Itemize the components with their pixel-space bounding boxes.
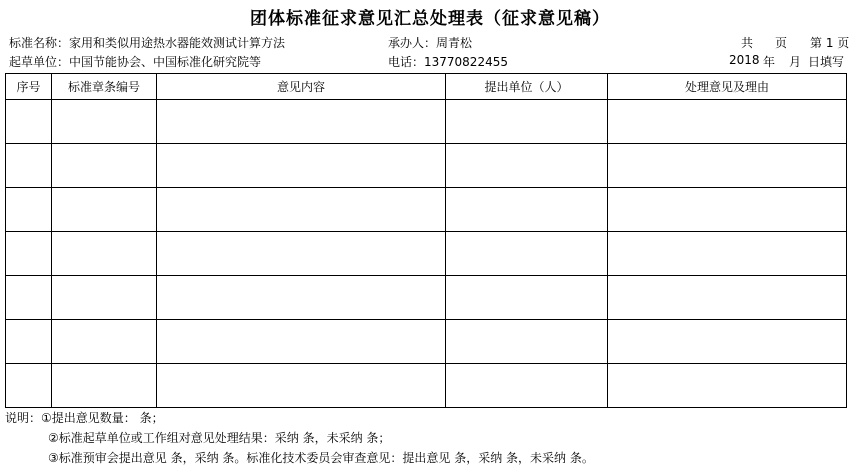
document-title: 团体标准征求意见汇总处理表（征求意见稿） [250, 9, 610, 29]
table-cell[interactable] [52, 188, 157, 232]
table-cell[interactable] [157, 188, 446, 232]
note-line-1: 说明：①提出意见数量： 条； [5, 411, 164, 425]
comments-table [5, 73, 847, 408]
note-line-2: ②标准起草单位或工作组对意见处理结果：采纳 条，未采纳 条； [48, 431, 391, 445]
table-cell[interactable] [52, 364, 157, 408]
header-clause-number: 标准章条编号 [52, 74, 157, 100]
header-comment-content: 意见内容 [157, 74, 446, 100]
table-cell[interactable] [6, 364, 52, 408]
table-row [6, 320, 847, 364]
table-cell[interactable] [52, 232, 157, 276]
year-label: 年 [763, 55, 776, 69]
table-cell[interactable] [608, 188, 847, 232]
table-cell[interactable] [608, 232, 847, 276]
table-cell[interactable] [608, 320, 847, 364]
table-cell[interactable] [52, 100, 157, 144]
table-cell[interactable] [6, 276, 52, 320]
table-cell[interactable] [6, 100, 52, 144]
phone: 电话：13770822455 [388, 55, 508, 69]
table-row [6, 144, 847, 188]
table-cell[interactable] [52, 276, 157, 320]
table-cell[interactable] [157, 232, 446, 276]
page-total-label: 共 [741, 36, 754, 50]
table-cell[interactable] [446, 320, 608, 364]
table-cell[interactable] [608, 144, 847, 188]
table-cell[interactable] [446, 364, 608, 408]
table-cell[interactable] [446, 188, 608, 232]
header-serial: 序号 [6, 74, 52, 100]
table-cell[interactable] [608, 100, 847, 144]
table-row [6, 188, 847, 232]
table-cell[interactable] [157, 100, 446, 144]
table-row [6, 100, 847, 144]
table-cell[interactable] [608, 364, 847, 408]
table-cell[interactable] [157, 276, 446, 320]
month-label: 月 [789, 55, 802, 69]
header-handling-opinion: 处理意见及理由 [608, 74, 847, 100]
table-cell[interactable] [6, 320, 52, 364]
page-unit-label: 页 [775, 36, 788, 50]
table-cell[interactable] [157, 364, 446, 408]
year: 2018 [729, 53, 760, 67]
header-proposer: 提出单位（人） [446, 74, 608, 100]
table-cell[interactable] [446, 276, 608, 320]
day-fill-label: 日填写 [808, 55, 845, 69]
table-row [6, 232, 847, 276]
page-current: 第 1 页 [810, 36, 850, 50]
table-cell[interactable] [446, 144, 608, 188]
drafting-unit: 起草单位：中国节能协会、中国标准化研究院等 [9, 55, 262, 69]
note-line-3: ③标准预审会提出意见 条，采纳 条。标准化技术委员会审查意见：提出意见 条，采纳 条，未采纳 条。 [48, 451, 594, 465]
standard-name: 标准名称：家用和类似用途热水器能效测试计算方法 [9, 36, 286, 50]
table-cell[interactable] [6, 188, 52, 232]
table-cell[interactable] [446, 232, 608, 276]
table-row [6, 364, 847, 408]
table-cell[interactable] [6, 232, 52, 276]
table-cell[interactable] [52, 320, 157, 364]
table-cell[interactable] [446, 100, 608, 144]
handler: 承办人：周青松 [388, 36, 473, 50]
notes [5, 408, 594, 468]
table-cell[interactable] [6, 144, 52, 188]
table-cell[interactable] [157, 144, 446, 188]
table-row [6, 276, 847, 320]
table-cell[interactable] [157, 320, 446, 364]
table-header-row [6, 74, 847, 100]
table-cell[interactable] [52, 144, 157, 188]
table-cell[interactable] [608, 276, 847, 320]
